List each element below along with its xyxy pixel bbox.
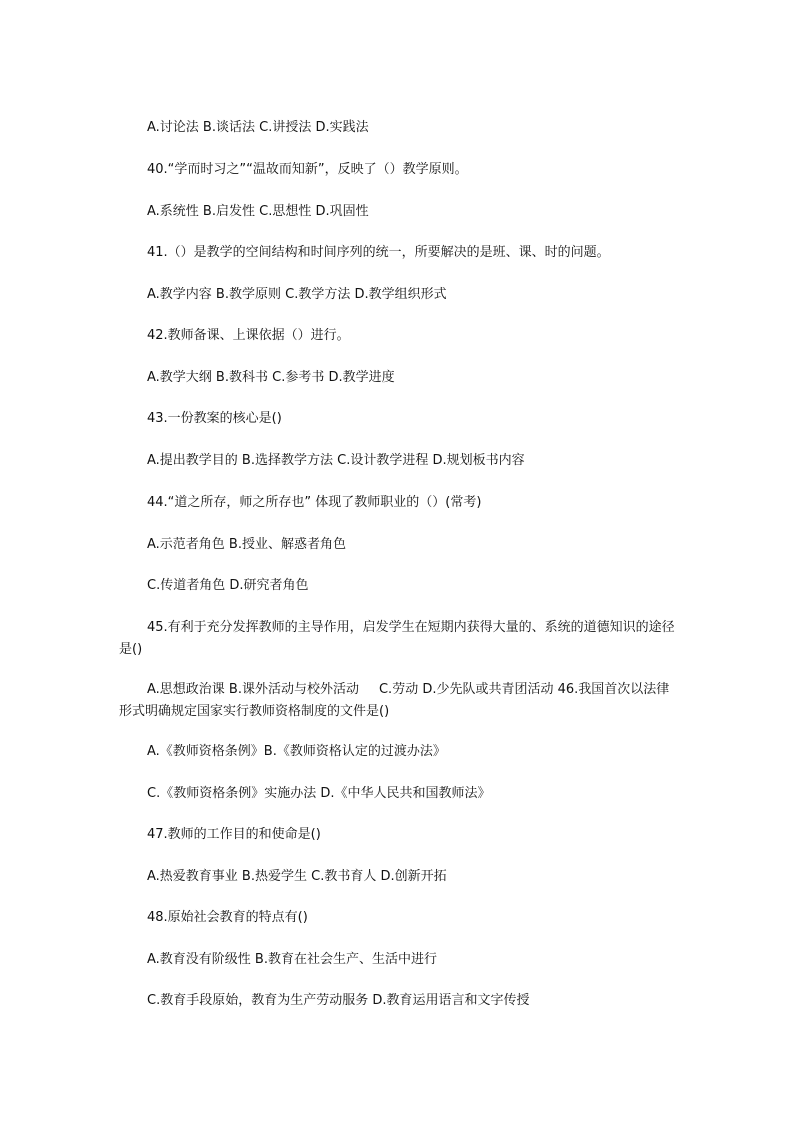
q48-question: 48.原始社会教育的特点有()	[147, 910, 308, 925]
q45-question: 45.有利于充分发挥教师的主导作用，启发学生在短期内获得大量的、系统的道德知识的途径是()	[119, 620, 675, 657]
q40-question: 40.“学而时习之”“温故而知新”，反映了（）教学原则。	[147, 162, 468, 177]
q42-question: 42.教师备课、上课依据（）进行。	[147, 328, 350, 343]
q41-options: A.教学内容 B.教学原则 C.教学方法 D.教学组织形式	[147, 287, 447, 302]
q46-options-ab: A.《教师资格条例》B.《教师资格认定的过渡办法》	[147, 744, 446, 759]
q48-options-ab: A.教育没有阶级性 B.教育在社会生产、生活中进行	[147, 952, 437, 967]
q47-question: 47.教师的工作目的和使命是()	[147, 827, 321, 842]
q39-options: A.讨论法 B.谈话法 C.讲授法 D.实践法	[147, 120, 369, 135]
q43-question: 43.一份教案的核心是()	[147, 411, 282, 426]
q40-options: A.系统性 B.启发性 C.思想性 D.巩固性	[147, 204, 369, 219]
q47-options: A.热爱教育事业 B.热爱学生 C.教书育人 D.创新开拓	[147, 869, 447, 884]
q44-options-cd: C.传道者角色 D.研究者角色	[147, 578, 309, 593]
q44-options-ab: A.示范者角色 B.授业、解惑者角色	[147, 537, 346, 552]
q46-options-cd: C.《教师资格条例》实施办法 D.《中华人民共和国教师法》	[147, 786, 491, 801]
q41-question: 41.（）是教学的空间结构和时间序列的统一，所要解决的是班、课、时的问题。	[147, 245, 610, 260]
q48-options-cd: C.教育手段原始，教育为生产劳动服务 D.教育运用语言和文字传授	[147, 993, 530, 1008]
q44-question: 44.“道之所存，师之所存也” 体现了教师职业的（）(常考)	[147, 495, 482, 510]
q45-options-q46-question	[119, 679, 679, 723]
q45-options-ab: A.思想政治课 B.课外活动与校外活动	[147, 682, 359, 697]
q43-options: A.提出教学目的 B.选择教学方法 C.设计教学进程 D.规划板书内容	[147, 453, 525, 468]
q45-options-cd-q46: C.劳动 D.少先队或共青团活动 46.我国首次以法律形式明确规定国家实行教师资格制度的文件是()	[119, 682, 670, 719]
q42-options: A.教学大纲 B.教科书 C.参考书 D.教学进度	[147, 370, 395, 385]
